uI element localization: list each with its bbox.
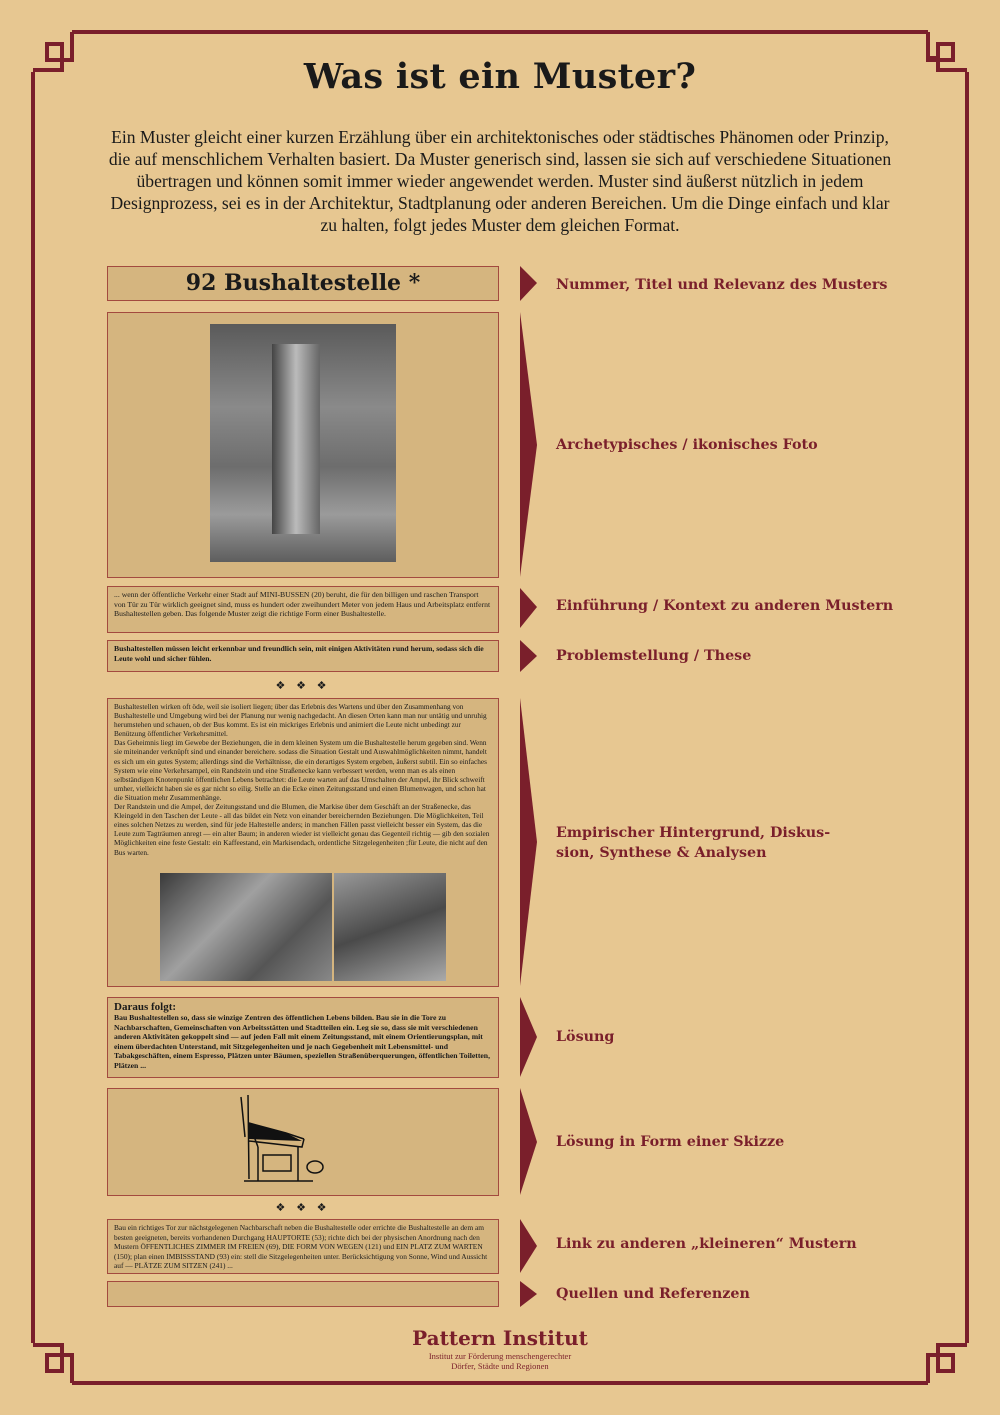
arrow-markers [520, 266, 537, 1307]
label-problem: Problemstellung / These [556, 648, 752, 664]
label-body-line: Empirischer Hintergrund, Diskus- [556, 825, 831, 841]
bus-stop-sketch [108, 1089, 498, 1194]
label-photo: Archetypisches / ikonisches Foto [556, 437, 818, 453]
advertising-column-photo [210, 324, 396, 562]
sketch-box [107, 1088, 499, 1196]
links-box: Bau ein richtiges Tor zur nächstgelegenen Nachbarschaft neben die Bushaltestelle oder errichte die Bushaltestelle an dem am besten geeigneten, bereits vorhandenen Durchgang HAUPTORTE (53); richte dich bei der physischen Anordnung nach den Mustern ÖFFENTLICHES ZIMMER IM FREIEN (69), DIE FORM VON WEGEN (121) und EIN PLATZ ZUM WARTEN (150); plan einen IMBISSSTAND (93) ein: stell die Sitzgelegenheiten unter. Berücksichtigung von Sonne, Wind und Aussicht auf — PLÄTZE ZUM SITZEN (241) ... [107, 1219, 499, 1274]
institute-subtitle: Dörfer, Städte und Regionen [451, 1361, 549, 1371]
intro-paragraph: Ein Muster gleicht einer kurzen Erzählung über ein architektonisches oder städtisches Phänomen oder Prinzip, die auf menschlichem Verhalten basiert. Da Muster generisch sind, lassen sie sich auf verschiedene Situationen übertragen und können somit immer wieder angewendet werden. Muster sind äußerst nützlich in jedem Designprozess, sei es in der Architektur, Stadtplanung oder anderen Bereichen. Um die Dinge einfach und klar zu halten, folgt jedes Muster dem gleichen Format. [108, 127, 892, 235]
solution-text: Bau Bushaltestellen so, dass sie winzige Zentren des öffentlichen Lebens bilden. Bau sie in die Tore zu Nachbarschaften, Gemeinschaften von Arbeitsstätten und Stadtteilen ein. Leg sie so, dass sie mit verschiedenen anderen Aktivitäten gekoppelt sind — auf jeden Fall mit einem Zeitungsstand, mit einem Orientierungsplan, mit einem überdachten Unterstand, mit Sitzgelegenheiten und je nach Gegebenheit mit Lebensmittel- und Tabakgeschäften, einem Espresso, Plätzen unter Bäumen, speziellen Straßenüberquerungen, öffentlichen Toiletten, Plätzen ... [114, 1013, 490, 1070]
label-intro: Einführung / Kontext zu anderen Mustern [556, 598, 894, 614]
label-body [556, 823, 830, 863]
page-title: Was ist ein Muster? [303, 56, 697, 97]
body-paragraph: Das Geheimnis liegt im Gewebe der Beziehungen, die in dem kleinen System um die Bushaltestelle herum gegeben sind. Wenn sie miteinander verknüpft sind und einander bereichere. sodass die Situation Gestalt und Auswahlmöglichkeiten nimmt, handelt es sich um ein gutes System; allerdings sind die Verhältnisse, die ein derartiges System ergeben, äußerst subtil. Ein so einfaches System wie eine Verkehrsampel, ein Randstein und eine Straßenecke kann verbessert werden, wenn man es als einen selbständigen Knotenpunkt öffentlichen Lebens betrachtet: die Leute warten auf das Umschalten der Ampel, ihr Blick schweift umher, vielleicht haben sie es gar nicht so eilig. Stelle an die Ecke einen Zeitungsstand und einen Blumenwagen, und schon hat die Situation mehr Zusammenhänge. [114, 738, 488, 802]
label-links: Link zu anderen „kleineren“ Mustern [556, 1236, 857, 1252]
street-photo-right [334, 873, 446, 981]
solution-heading: Daraus folgt: [114, 1001, 177, 1013]
references-box [107, 1281, 499, 1307]
street-photo-left [160, 873, 332, 981]
divider-diamonds: ❖ ❖ ❖ [275, 1202, 331, 1214]
label-title: Nummer, Titel und Relevanz des Musters [556, 277, 888, 293]
label-references: Quellen und Referenzen [556, 1286, 750, 1302]
problem-box: Bushaltestellen müssen leicht erkennbar und freundlich sein, mit einigen Aktivitäten rund herum, sodass sich die Leute wohl und sicher fühlen. [107, 640, 499, 672]
institute-subtitle: Institut zur Förderung menschengerechter [428, 1351, 572, 1361]
label-sketch: Lösung in Form einer Skizze [556, 1134, 785, 1150]
body-box [107, 698, 499, 987]
photo-box [107, 312, 499, 578]
divider-diamonds: ❖ ❖ ❖ [275, 680, 331, 692]
body-paragraph: Bushaltestellen wirken oft öde, weil sie isoliert liegen; über das Erlebnis des Wartens und über den Zusammenhang von Bushaltestelle und Umgebung wird bei der Planung nur wenig nachgedacht. An diesen Orten kann man nur untätig und unruhig herumstehen und schauen, ob der Bus kommt. Es ist ein mickriges Erlebnis und animiert die Leute nicht unbedingt zur Benützung öffentlicher Verkehrsmittel. [114, 702, 487, 739]
intro-box: ... wenn der öffentliche Verkehr einer Stadt auf MINI-BUSSEN (20) beruht, die für den billigen und raschen Transport von Tür zu Tür wirklich geeignet sind, muss es hundert oder zweihundert Meter von jedem Haus und Arbeitsplatz entfernt Bushaltestellen geben. Das folgende Muster zeigt die richtige Form einer Bushaltestelle. [107, 586, 499, 633]
label-body-line: sion, Synthese & Analysen [556, 845, 767, 861]
label-solution: Lösung [556, 1029, 615, 1045]
pattern-title-box: 92 Bushaltestelle * [107, 266, 499, 301]
institute-name: Pattern Institut [412, 1326, 588, 1350]
solution-box [107, 997, 499, 1078]
body-paragraph: Der Randstein und die Ampel, der Zeitungsstand und die Blumen, die Markise über dem Geschäft an der Straßenecke, das Kleingeld in den Taschen der Leute - all das bildet ein Netz von einander bereichernden Beziehungen. Die Möglichkeiten, Teil eines solchen Netzes zu werden, sind für jede Haltestelle anders; in manchen Fällen passt vielleicht besser ein System, das die Leute zum Tagträumen anregt — ein alter Baum; in anderen wieder ist vielleicht genau das Gegenteil richtig — gib den sozialen Möglichkeiten eine feste Gestalt: ein Kaffeestand, ein Markisendach, ordentliche Sitzgelegenheiten ;für Leute, die nicht auf den Bus warten. [114, 802, 490, 857]
